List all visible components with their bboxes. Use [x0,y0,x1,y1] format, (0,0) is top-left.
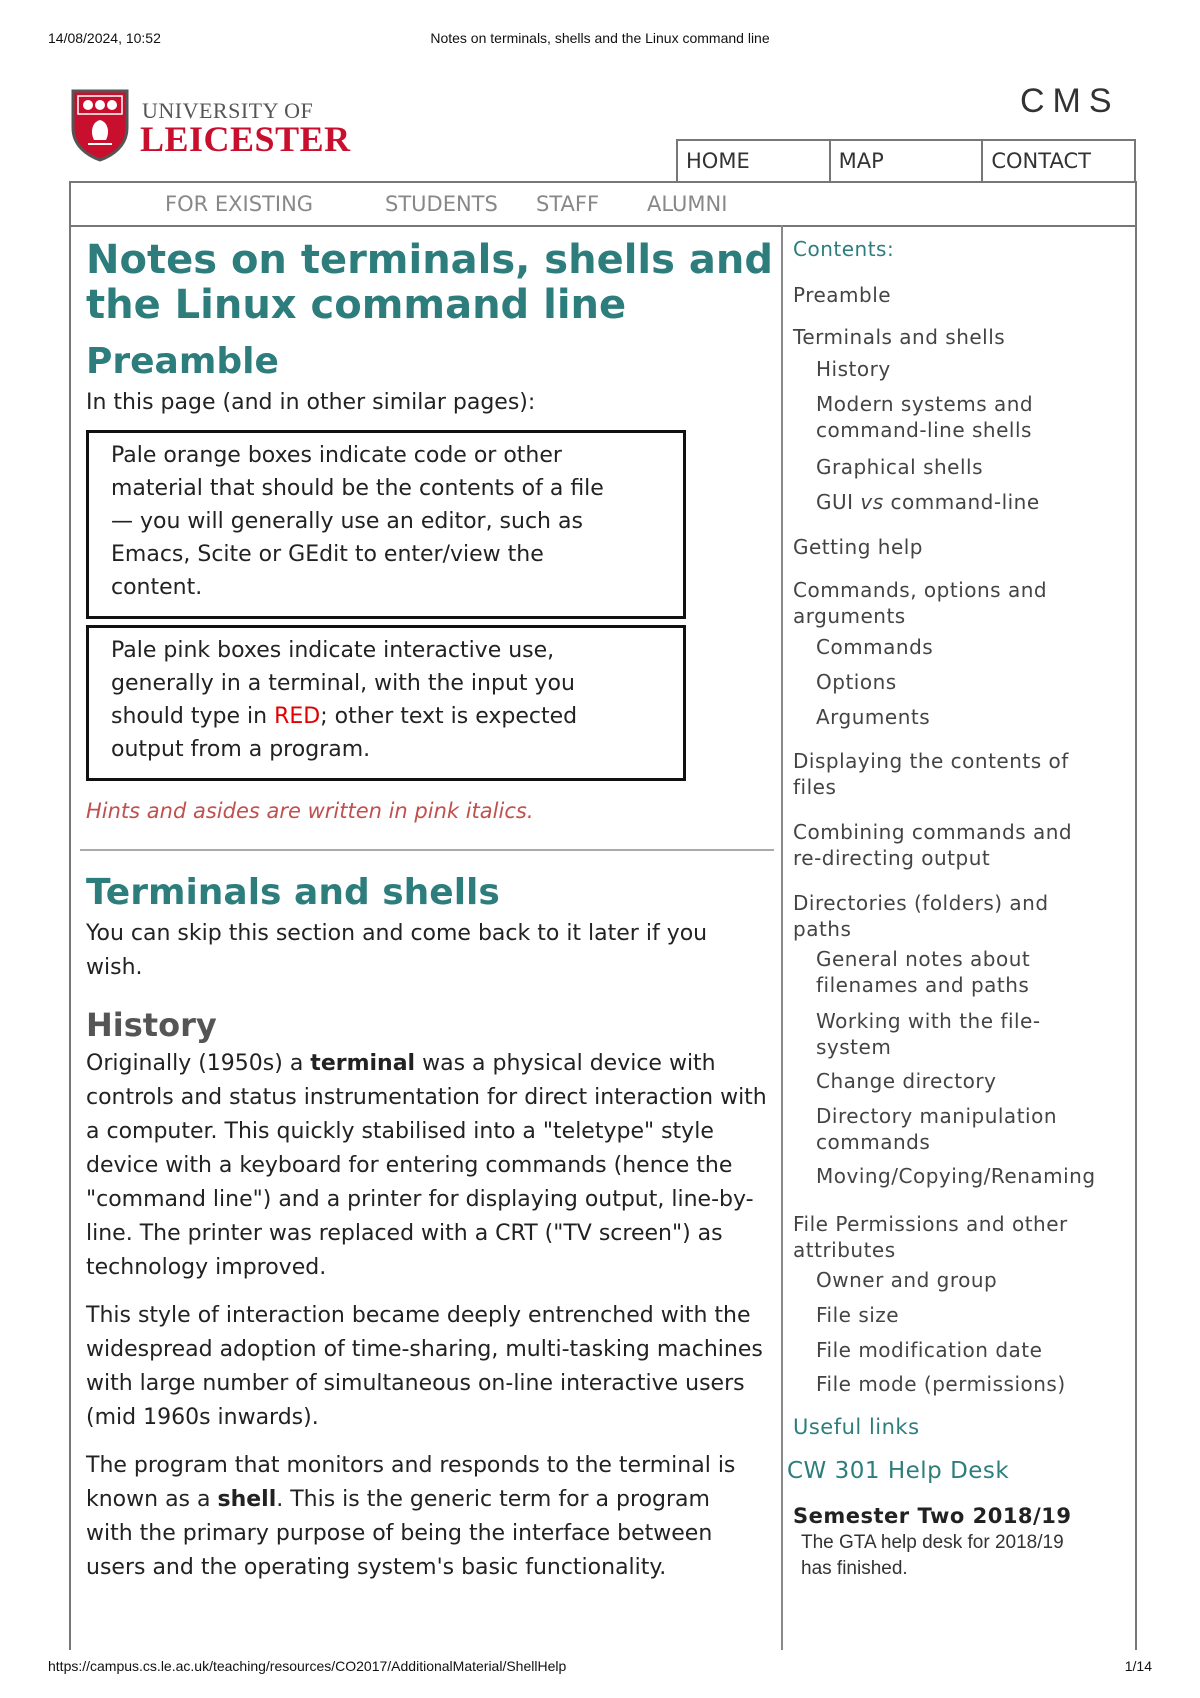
logo-line1: UNIVERSITY OF [142,98,314,123]
history-paragraph-2 [86,1299,776,1435]
history-text: (mid 1960s inwards). [86,1405,319,1430]
column-divider [781,225,783,1650]
hint-text: Hints and asides are written in pink italics. [86,799,534,823]
toc-file-modification-link[interactable]: File modification date [816,1338,1043,1362]
section-divider [80,849,774,851]
print-footer [48,1658,1152,1678]
university-crest-icon [70,88,130,162]
toc-directory-manipulation-link[interactable] [816,1103,1057,1155]
history-paragraph-1 [86,1047,776,1285]
toc-terminals-link[interactable]: Terminals and shells [793,325,1006,349]
toc-displaying-link[interactable] [793,748,1069,800]
toc-line: GUI [816,490,861,514]
term-terminal: terminal [310,1051,416,1076]
history-text: controls and status instrumentation for direct interaction with [86,1085,767,1110]
pink-box-text: ; other text is expected [320,704,578,729]
print-title: Notes on terminals, shells and the Linux command line [430,30,770,46]
toc-line: commands [816,1130,931,1154]
orange-box-line: Emacs, Scite or GEdit to enter/view the [111,542,544,567]
site-label: CMS [1020,82,1120,120]
terminals-heading: Terminals and shells [86,872,500,913]
toc-line: Displaying the contents of [793,749,1069,773]
page-title [86,238,776,328]
toc-commands-link[interactable]: Commands [816,635,934,659]
history-text: widespread adoption of time-sharing, multi-tasking machines [86,1337,763,1362]
useful-links-link[interactable]: Useful links [793,1415,920,1439]
preamble-intro: In this page (and in other similar pages): [86,390,536,415]
toc-line: re-directing output [793,846,991,870]
toc-arguments-link[interactable]: Arguments [816,705,931,729]
history-text: line. The printer was replaced with a CRT ("TV screen") as [86,1221,723,1246]
toc-filenames-link[interactable] [816,946,1030,998]
history-text: a computer. This quickly stabilised into a "teletype" style [86,1119,714,1144]
toc-history-link[interactable]: History [816,357,891,381]
pink-box-line: output from a program. [111,737,371,762]
toc-getting-help-link[interactable]: Getting help [793,535,924,559]
toc-permissions-link[interactable] [793,1211,1068,1263]
helpdesk-title: CW 301 Help Desk [787,1458,1010,1484]
toc-file-size-link[interactable]: File size [816,1303,900,1327]
terminals-intro [86,917,776,985]
history-text: technology improved. [86,1255,327,1280]
toc-line: File Permissions and other [793,1212,1068,1236]
pink-box-line [111,700,661,733]
toc-line: arguments [793,604,906,628]
print-url: https://campus.cs.le.ac.uk/teaching/resources/CO2017/AdditionalMaterial/ShellHelp [48,1658,567,1674]
toc-change-directory-link[interactable]: Change directory [816,1069,997,1093]
audience-navigation [69,181,1137,227]
orange-box-line: material that should be the contents of a file [111,476,604,501]
history-text: with large number of simultaneous on-line interactive users [86,1371,745,1396]
preamble-heading: Preamble [86,341,279,382]
toc-vs: vs [860,490,884,514]
orange-box-line: — you will generally use an editor, such as [111,509,583,534]
toc-moving-link[interactable]: Moving/Copying/Renaming [816,1164,1096,1188]
history-text: was a physical device with [415,1051,716,1076]
orange-box-line: content. [111,575,203,600]
nav-contact-link[interactable]: CONTACT [991,149,1091,173]
toc-line: paths [793,917,852,941]
history-text: with the primary purpose of being the interface between [86,1521,713,1546]
toc-line: Commands, options and [793,578,1048,602]
red-example: RED [274,704,321,729]
page-title-line2: the Linux command line [86,282,627,328]
nav-for-existing-link[interactable]: FOR EXISTING [165,192,314,216]
history-text: "command line") and a printer for displaying output, line-by- [86,1187,754,1212]
toc-line: attributes [793,1238,896,1262]
nav-staff-link[interactable]: STAFF [536,192,600,216]
history-text: . This is the generic term for a program [276,1487,710,1512]
toc-owner-group-link[interactable]: Owner and group [816,1268,998,1292]
toc-modern-systems-link[interactable] [816,391,1033,443]
pink-box-text: should type in [111,704,275,729]
history-text: The program that monitors and responds to the terminal is [86,1453,736,1478]
toc-line: General notes about [816,947,1031,971]
history-text: Originally (1950s) a [86,1051,311,1076]
top-navigation [676,139,1136,183]
page-title-line1: Notes on terminals, shells and [86,237,773,283]
terminals-intro-line2: wish. [86,955,143,980]
history-text: device with a keyboard for entering commands (hence the [86,1153,733,1178]
toc-line: system [816,1035,892,1059]
toc-line: Directories (folders) and [793,891,1049,915]
toc-line: files [793,775,837,799]
toc-file-mode-link[interactable]: File mode (permissions) [816,1372,1066,1396]
nav-map-link[interactable]: MAP [831,141,984,181]
history-text: known as a [86,1487,218,1512]
toc-line: Directory manipulation [816,1104,1057,1128]
print-page-number: 1/14 [1124,1658,1152,1674]
pink-box-line: Pale pink boxes indicate interactive use, [111,638,555,663]
toc-preamble-link[interactable]: Preamble [793,283,892,307]
terminals-intro-line1: You can skip this section and come back to it later if you [86,921,708,946]
nav-students-link[interactable]: STUDENTS [385,192,498,216]
semester-label: Semester Two 2018/19 [793,1504,1072,1528]
gta-notice [801,1530,1064,1582]
logo-line2: LEICESTER [140,119,351,159]
gta-line: The GTA help desk for 2018/19 [801,1532,1064,1553]
print-header [48,30,1152,50]
history-heading: History [86,1006,217,1044]
toc-line: Combining commands and [793,820,1073,844]
toc-line: command-line shells [816,418,1032,442]
main-content [86,230,776,1585]
contents-label: Contents: [793,237,895,261]
pink-box-example [86,625,686,781]
term-shell: shell [217,1487,277,1512]
print-date: 14/08/2024, 10:52 [48,30,161,46]
orange-box-example [86,430,686,619]
nav-alumni-link[interactable]: ALUMNI [647,192,728,216]
history-text: This style of interaction became deeply entrenched with the [86,1303,751,1328]
toc-graphical-shells-link[interactable]: Graphical shells [816,455,984,479]
toc-combining-link[interactable] [793,819,1072,871]
toc-line: Working with the file- [816,1009,1041,1033]
pink-box-line: generally in a terminal, with the input you [111,671,575,696]
toc-line: command-line [883,490,1040,514]
gta-line: has finished. [801,1558,908,1579]
toc-directories-link[interactable] [793,890,1049,942]
nav-home-link[interactable]: HOME [678,141,831,181]
toc-gui-vs-cli-link[interactable] [816,489,1040,515]
orange-box-line: Pale orange boxes indicate code or other [111,443,562,468]
toc-filesystem-link[interactable] [816,1008,1041,1060]
toc-commands-options-link[interactable] [793,577,1047,629]
history-text: users and the operating system's basic functionality. [86,1555,667,1580]
toc-line: filenames and paths [816,973,1030,997]
toc-line: Modern systems and [816,392,1034,416]
university-logo[interactable] [70,88,370,166]
history-paragraph-3 [86,1449,776,1585]
toc-options-link[interactable]: Options [816,670,897,694]
